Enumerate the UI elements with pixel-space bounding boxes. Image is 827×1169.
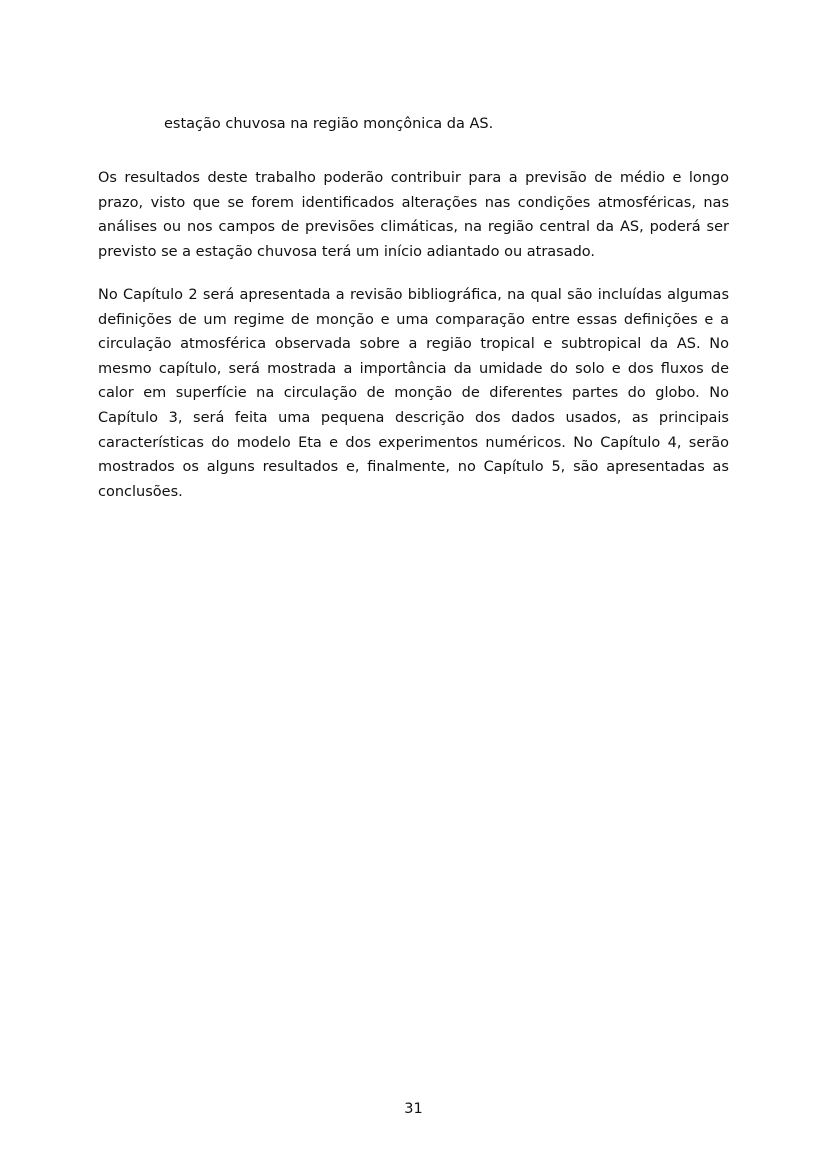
paragraph-chapter-outline: No Capítulo 2 será apresentada a revisão bibliográfica, na qual são incluídas algumas definições de um regime de monção e uma comparação entre essas definições e a circulação atmosférica observada sobre a região tropical e subtropical da AS. No mesmo capítulo, será mostrada a importância da umidade do solo e dos fluxos de calor em superfície na circulação de monção de diferentes partes do globo. No Capítulo 3, será feita uma pequena descrição dos dados usados, as principais características do modelo Eta e dos experimentos numéricos. No Capítulo 4, serão mostrados os alguns resultados e, finalmente, no Capítulo 5, são apresentadas as conclusões. xyxy=(98,287,729,500)
continuation-line: estação chuvosa na região monçônica da AS. xyxy=(164,116,494,132)
page-number: 31 xyxy=(404,1101,423,1117)
paragraph-results: Os resultados deste trabalho poderão contribuir para a previsão de médio e longo prazo, visto que se forem identificados alterações nas condições atmosféricas, nas análises ou nos campos de previsões climáticas, na região central da AS, poderá ser previsto se a estação chuvosa terá um início adiantado ou atrasado. xyxy=(98,170,729,260)
